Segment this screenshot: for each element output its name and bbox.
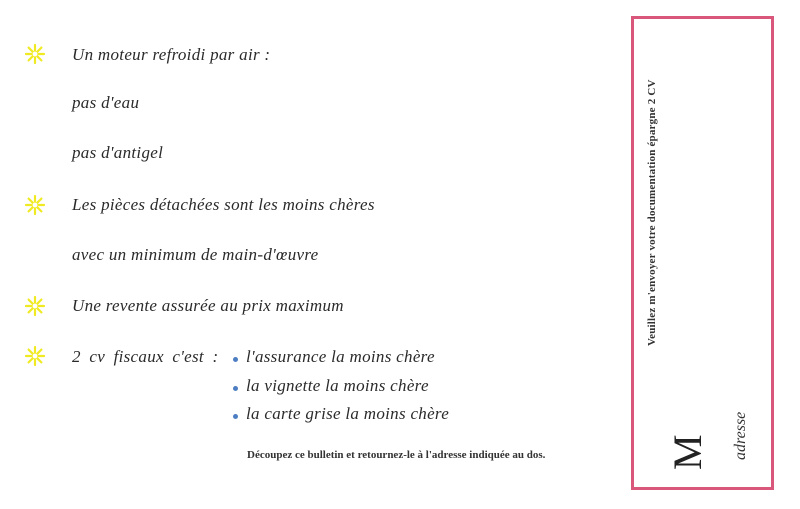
section-1-line-1: Un moteur refroidi par air : [72,45,271,64]
section-4-item-3: la carte grise la moins chère [246,404,450,423]
section-2-line-1: Les pièces détachées sont les moins chères [72,195,375,214]
cut-out-instruction: Découpez ce bulletin et retournez-le à l'adresse indiquée au dos. [247,449,546,461]
blue-dot-icon [233,357,238,362]
blue-dot-icon [233,386,238,391]
section-4-lead: 2 cv fiscaux c'est : [72,347,219,366]
section-2-line-2: avec un minimum de main-d'œuvre [72,245,319,264]
yellow-asterisk-icon [24,194,46,216]
section-1-line-2: pas d'eau [72,93,140,112]
section-3-line-1: Une revente assurée au prix maximum [72,296,344,315]
yellow-asterisk-icon [24,295,46,317]
coupon-request-text: Veuillez m'envoyer votre documentation épargne 2 CV [646,79,658,346]
section-4-item-2: la vignette la moins chère [246,376,429,395]
blue-dot-icon [233,414,238,419]
section-1-line-3: pas d'antigel [72,143,164,162]
coupon-address-field[interactable]: adresse [732,411,749,460]
section-4-item-1: l'assurance la moins chère [246,347,435,366]
yellow-asterisk-icon [24,345,46,367]
coupon-name-field[interactable]: M [665,434,710,470]
yellow-asterisk-icon [24,43,46,65]
